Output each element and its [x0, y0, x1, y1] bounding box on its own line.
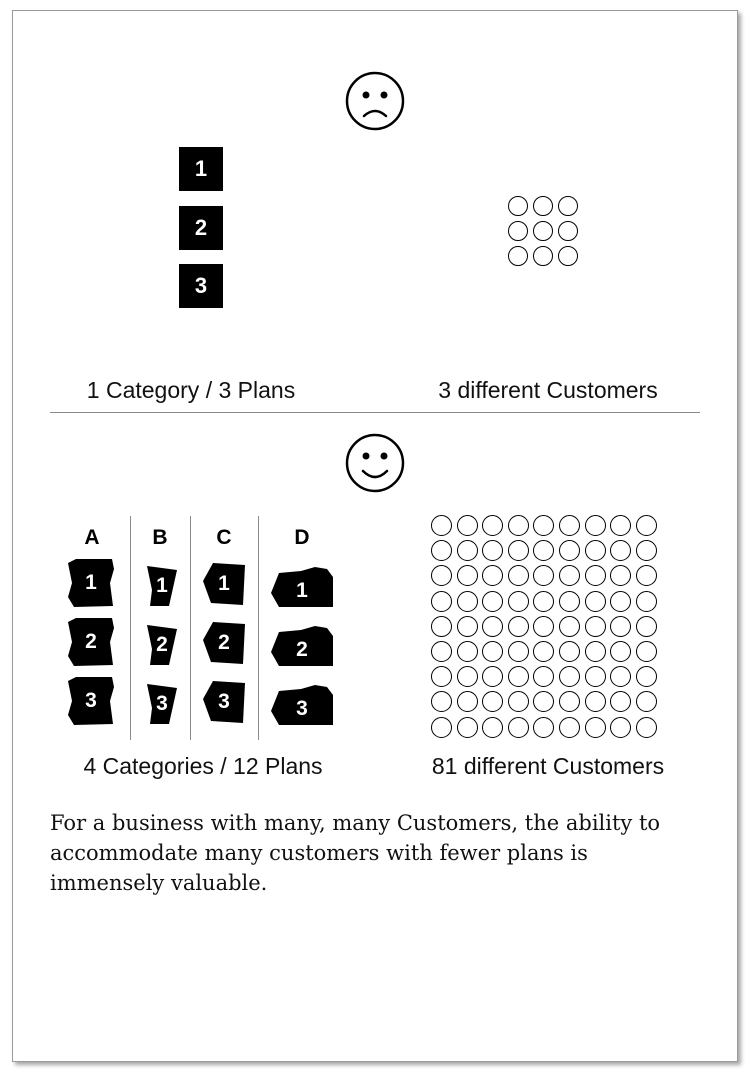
customer-circle [533, 515, 554, 536]
customer-circle [508, 515, 529, 536]
customer-circle [533, 616, 554, 637]
customer-circle [559, 540, 580, 561]
plan-shape-c [203, 563, 245, 605]
category-label-d: D [294, 526, 310, 549]
customer-circle [482, 515, 503, 536]
customer-circle [457, 515, 478, 536]
category-separator [190, 516, 191, 740]
customer-circle [610, 666, 631, 687]
customer-circle [610, 691, 631, 712]
customer-circle [559, 565, 580, 586]
customer-circle [457, 691, 478, 712]
customer-circle [533, 717, 554, 738]
customer-circle [482, 565, 503, 586]
customer-circle [585, 616, 606, 637]
top-right-caption: 3 different Customers [438, 377, 658, 403]
customer-circle [585, 540, 606, 561]
customer-circle [559, 641, 580, 662]
customer-circle [482, 641, 503, 662]
customer-circle [533, 691, 554, 712]
plan-shape-b [147, 566, 177, 606]
customer-circle [533, 565, 554, 586]
section-divider [50, 412, 700, 413]
top-left-caption: 1 Category / 3 Plans [86, 377, 296, 403]
customer-circle [457, 666, 478, 687]
customer-circle [610, 591, 631, 612]
happy-face-icon [345, 433, 405, 493]
plan-number: 1 [156, 574, 168, 597]
category-label-b: B [152, 526, 168, 549]
customer-circle [610, 641, 631, 662]
customer-circle [636, 666, 657, 687]
customer-circle [636, 641, 657, 662]
bottom-right-caption: 81 different Customers [431, 753, 665, 779]
customer-circle [482, 591, 503, 612]
customer-circle [636, 616, 657, 637]
customer-circle [482, 540, 503, 561]
category-separator [258, 516, 259, 740]
customer-circle [559, 691, 580, 712]
customer-grid-large [431, 515, 657, 738]
plan-shape-d [271, 626, 333, 666]
customer-circle [533, 591, 554, 612]
customer-circle [482, 717, 503, 738]
customer-circle [585, 717, 606, 738]
customer-circle [508, 591, 529, 612]
sad-face-icon [345, 71, 405, 131]
customer-circle [610, 565, 631, 586]
plan-box: 2 [179, 206, 223, 250]
customer-circle [508, 540, 529, 561]
plan-number: 3 [85, 689, 97, 712]
customer-circle [508, 221, 528, 241]
customer-circle [559, 515, 580, 536]
customer-circle [636, 591, 657, 612]
customer-circle [610, 616, 631, 637]
customer-circle [559, 666, 580, 687]
customer-circle [431, 717, 452, 738]
plan-number: 3 [296, 697, 308, 720]
customer-circle [636, 565, 657, 586]
bottom-left-caption: 4 Categories / 12 Plans [83, 753, 323, 779]
customer-circle [585, 691, 606, 712]
body-text: For a business with many, many Customers, the ability to accommodate many customers with fewer plans is immensely valuable. [50, 811, 661, 895]
customer-circle [457, 565, 478, 586]
customer-circle [457, 616, 478, 637]
customer-circle [636, 515, 657, 536]
plan-box: 3 [179, 264, 223, 308]
category-label-a: A [84, 526, 100, 549]
plan-number: 2 [218, 631, 230, 654]
customer-circle [431, 515, 452, 536]
customer-circle [636, 691, 657, 712]
plan-number: 1 [218, 572, 230, 595]
plan-number: 2 [296, 638, 308, 661]
customer-circle [457, 641, 478, 662]
customer-circle [508, 565, 529, 586]
customer-circle [457, 591, 478, 612]
plan-shape-a [68, 677, 114, 725]
category-separator [130, 516, 131, 740]
plan-shape-b [147, 684, 177, 724]
plan-shape-b [147, 625, 177, 665]
customer-circle [508, 691, 529, 712]
customer-grid-small [508, 196, 578, 266]
plan-box: 1 [179, 147, 223, 191]
customer-circle [533, 641, 554, 662]
customer-circle [636, 540, 657, 561]
customer-circle [482, 616, 503, 637]
customer-circle [533, 196, 553, 216]
customer-circle [431, 641, 452, 662]
plan-number: 1 [85, 571, 97, 594]
customer-circle [585, 515, 606, 536]
customer-circle [457, 540, 478, 561]
plan-number: 1 [296, 579, 308, 602]
customer-circle [559, 616, 580, 637]
plan-number: 2 [156, 633, 168, 656]
customer-circle [636, 717, 657, 738]
customer-circle [533, 540, 554, 561]
customer-circle [558, 196, 578, 216]
customer-circle [431, 565, 452, 586]
plan-shape-d [271, 567, 333, 607]
customer-circle [482, 691, 503, 712]
customer-circle [508, 641, 529, 662]
customer-circle [431, 591, 452, 612]
plan-shape-a [68, 559, 114, 607]
customer-circle [508, 666, 529, 687]
customer-circle [585, 591, 606, 612]
plan-shape-c [203, 622, 245, 664]
customer-circle [559, 717, 580, 738]
customer-circle [533, 221, 553, 241]
customer-circle [508, 717, 529, 738]
customer-circle [431, 666, 452, 687]
customer-circle [533, 666, 554, 687]
customer-circle [585, 641, 606, 662]
customer-circle [508, 246, 528, 266]
customer-circle [508, 616, 529, 637]
customer-circle [533, 246, 553, 266]
customer-circle [610, 515, 631, 536]
customer-circle [585, 666, 606, 687]
customer-circle [558, 246, 578, 266]
plan-shape-a [68, 618, 114, 666]
customer-circle [585, 565, 606, 586]
customer-circle [431, 691, 452, 712]
customer-circle [431, 616, 452, 637]
plan-number: 2 [85, 630, 97, 653]
customer-circle [457, 717, 478, 738]
customer-circle [610, 540, 631, 561]
customer-circle [610, 717, 631, 738]
category-label-c: C [216, 526, 232, 549]
customer-circle [482, 666, 503, 687]
plan-shape-c [203, 681, 245, 723]
page [12, 10, 738, 1062]
customer-circle [431, 540, 452, 561]
customer-circle [559, 591, 580, 612]
plan-shape-d [271, 685, 333, 725]
plan-number: 3 [218, 690, 230, 713]
plan-number: 3 [156, 692, 168, 715]
customer-circle [508, 196, 528, 216]
customer-circle [558, 221, 578, 241]
